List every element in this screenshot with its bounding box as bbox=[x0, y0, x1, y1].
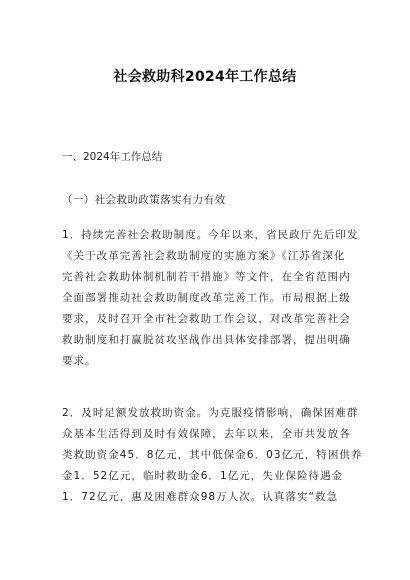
subsection-heading: （一）社会救助政策落实有力有效 bbox=[62, 194, 226, 206]
paragraph-line: 类救助资金45．8亿元，其中低保金6．03亿元，特困供养 bbox=[62, 449, 363, 461]
paragraph-line: 1．持续完善社会救助制度。今年以来，省民政厅先后印发 bbox=[62, 229, 359, 241]
paragraph-line: 1．72亿元，惠及困难群众98万人次。认真落实“救急 bbox=[62, 491, 339, 503]
paragraph-line: 金1．52亿元，临时救助金6．1亿元，失业保险待遇金 bbox=[62, 470, 344, 482]
document-title: 社会救助科2024年工作总结 bbox=[113, 69, 297, 85]
paragraph-line: 2．及时足额发放救助资金。为克服疫情影响，确保困难群 bbox=[62, 407, 359, 419]
paragraph-line: 要求，及时召开全市社会救助工作会议，对改革完善社会 bbox=[62, 313, 351, 325]
paragraph-line: 要求。 bbox=[62, 355, 97, 367]
paragraph-line: 众基本生活得到及时有效保障，去年以来，全市共发放各 bbox=[62, 428, 351, 440]
paragraph-1 bbox=[62, 225, 359, 372]
paragraph-line: 全面部署推动社会救助制度改革完善工作。市局根据上级 bbox=[62, 292, 351, 304]
paragraph-line: 完善社会救助体制机制若干措施》等文件，在全省范围内 bbox=[62, 271, 351, 283]
section-heading: 一、2024年工作总结 bbox=[62, 151, 163, 163]
paragraph-2 bbox=[62, 403, 363, 508]
paragraph-line: 《关于改革完善社会救助制度的实施方案》《江苏省深化 bbox=[62, 250, 346, 262]
paragraph-line: 救助制度和打赢脱贫攻坚战作出具体安排部署，提出明确 bbox=[62, 334, 351, 346]
